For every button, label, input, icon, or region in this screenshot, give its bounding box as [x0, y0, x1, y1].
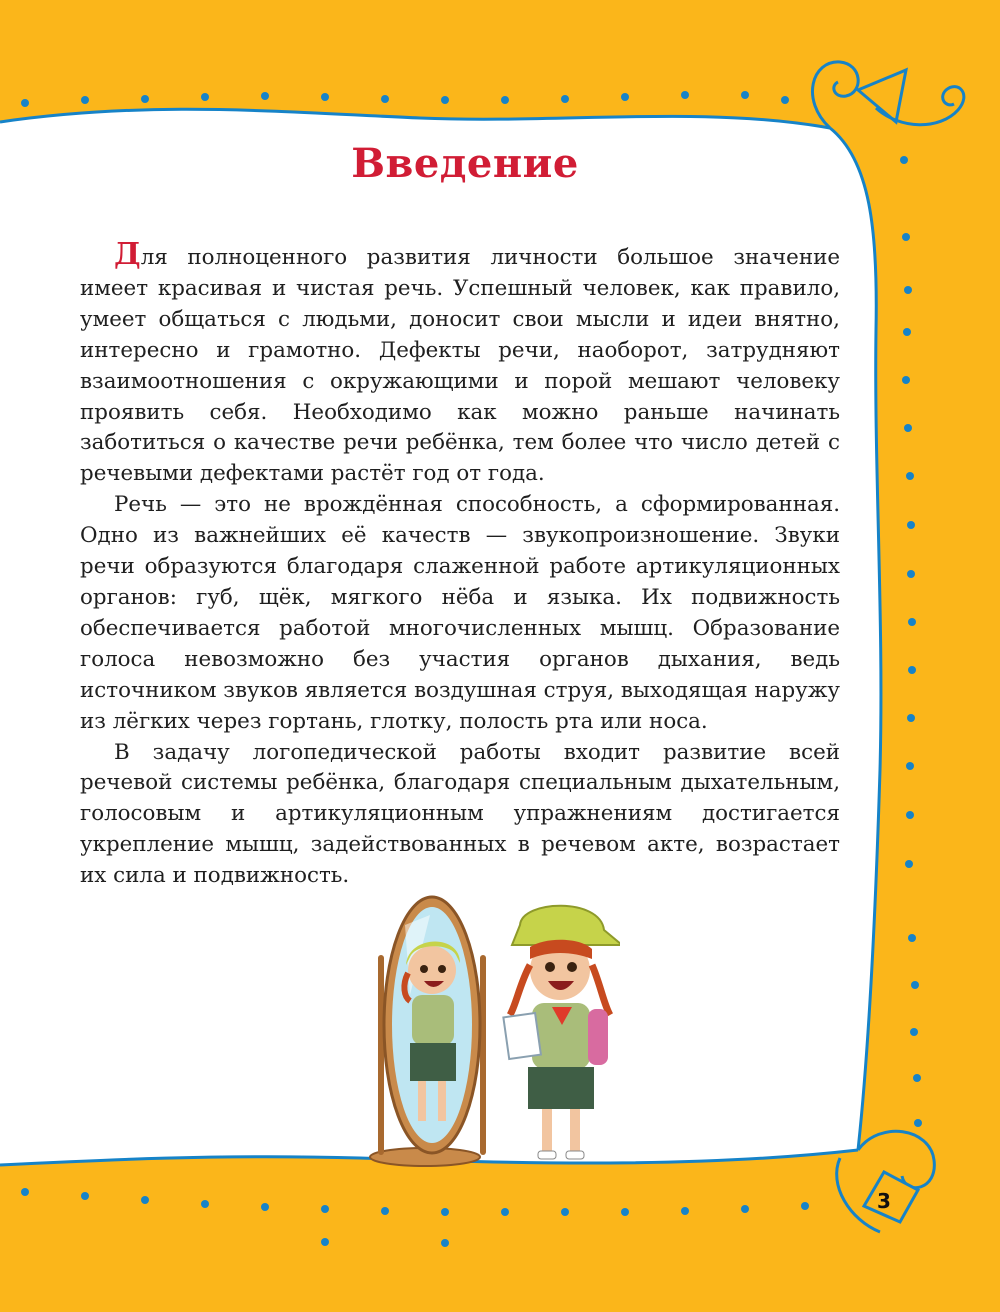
paragraph-2: Речь — это не врождённая способность, а сформированная. Одно из важнейших её качеств — звукопроизношение. Звуки речи образуются благодаря слаженной работе артикуляционных органов: губ, щёк, мягкого нёба и языка. Их подвижность обеспечивается работой многочисленных мышц. Образование голоса невозможно без участия органов дыхания, ведь источником звуков является воздушная струя, выходящая наружу из лёгких через гортань, глотку, полость рта или носа. — [80, 492, 840, 734]
drop-cap: Д — [114, 237, 141, 272]
paragraph-1 — [80, 237, 840, 490]
paragraph-1-text: ля полноценного развития личности большое значение имеет красивая и чистая речь. Успешный человек, как правило, умеет общаться с людьми, доносит свои мысли и идеи внятно, интересно и грамотно. Дефекты речи, наоборот, затрудняют взаимоотношения с окружающими и порой мешают человеку проявить себя. Необходимо как можно раньше начинать заботиться о качестве речи ребёнка, тем более что число детей с речевыми дефектами растёт год от года. — [80, 245, 840, 487]
girl-icon — [503, 906, 620, 1159]
paragraph-3: В задачу логопедической работы входит развитие всей речевой системы ребёнка, благодаря специальным дыхательным, голосовым и артикуляционным упражнениям достигается укрепление мышц, задействованных в речевом акте, возрастает их сила и подвижность. — [80, 739, 840, 889]
body-text — [80, 237, 840, 892]
page-title: Введение — [351, 140, 579, 187]
girl-reading-in-mirror-illustration — [360, 885, 620, 1175]
page-number: 3 — [877, 1189, 891, 1213]
